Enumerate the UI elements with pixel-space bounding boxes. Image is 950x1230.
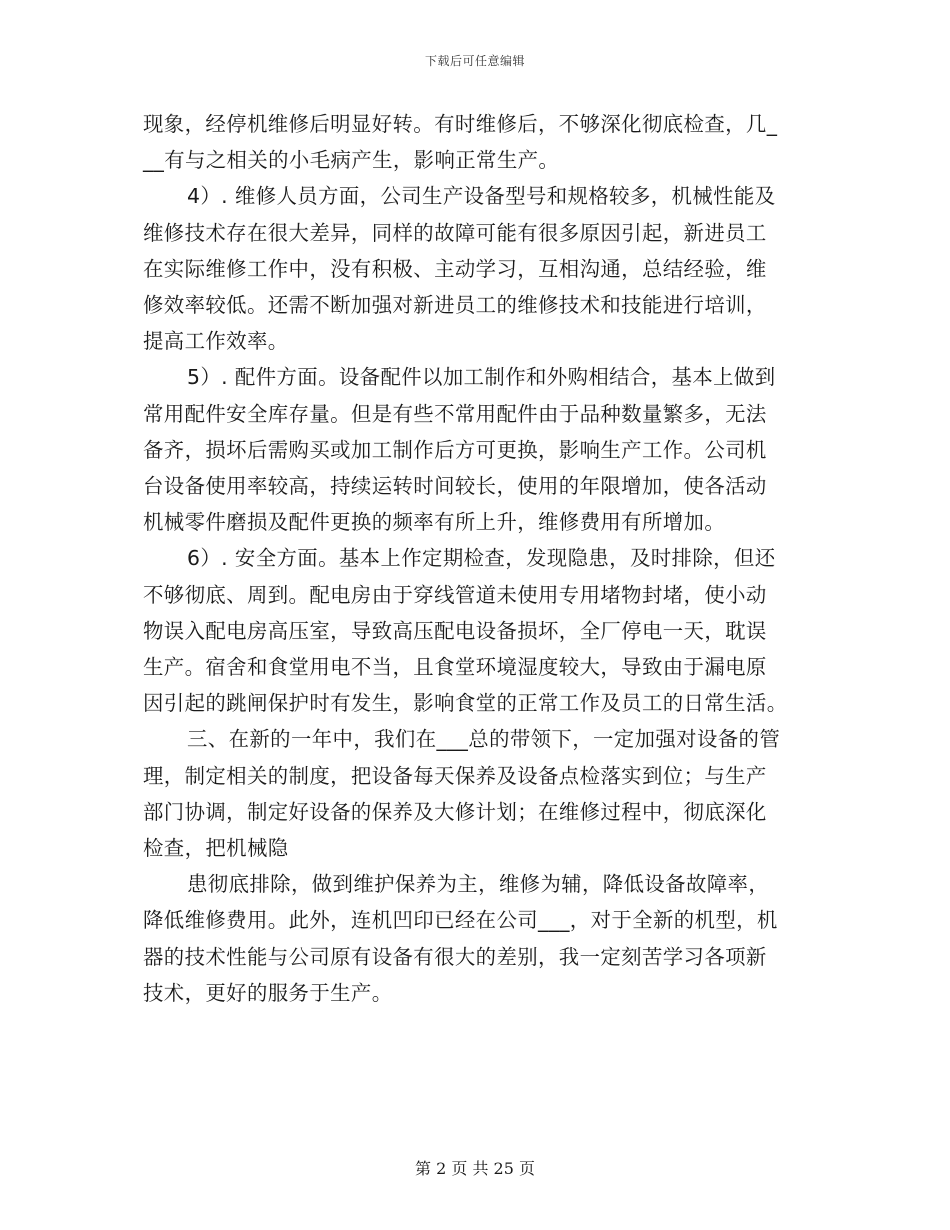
- paragraph: [143, 866, 811, 1011]
- text-line: 5）. 配件方面。设备配件以加工制作和外购相结合，基本上做到: [187, 365, 776, 390]
- text-line: 提高工作效率。: [143, 329, 289, 354]
- paragraph: [143, 540, 811, 721]
- page-number-footer: 第 2 页 共 25 页: [415, 1159, 535, 1178]
- text-line: 部门协调，制定好设备的保养及大修计划；在维修过程中，彻底深化: [143, 799, 767, 824]
- text-line: 常用配件安全库存量。但是有些不常用配件由于品种数量繁多，无法: [143, 401, 767, 426]
- paragraph: [143, 106, 811, 178]
- text-line: 台设备使用率较高，持续运转时间较长，使用的年限增加，使各活动: [143, 474, 767, 499]
- text-line: 降低维修费用。此外，连机凹印已经在公司___，对于全新的机型，机: [143, 908, 778, 933]
- text-line: 机械零件磨损及配件更换的频率有所上升，维修费用有所增加。: [143, 510, 726, 535]
- text-line: 在实际维修工作中，没有积极、主动学习，互相沟通，总结经验，维: [143, 256, 767, 281]
- text-line: 器的技术性能与公司原有设备有很大的差别，我一定刻苦学习各项新: [143, 944, 767, 969]
- text-line: __有与之相关的小毛病产生，影响正常生产。: [143, 148, 560, 173]
- text-line: 三、在新的一年中，我们在___总的带领下，一定加强对设备的管: [187, 727, 781, 752]
- text-line: 因引起的跳闸保护时有发生，影响食堂的正常工作及员工的日常生活。: [143, 691, 788, 716]
- paragraph: [143, 721, 811, 866]
- text-line: 患彻底排除，做到维护保养为主，维修为辅，降低设备故障率，: [187, 872, 770, 897]
- paragraph: [143, 178, 811, 359]
- text-line: 备齐，损坏后需购买或加工制作后方可更换，影响生产工作。公司机: [143, 437, 767, 462]
- text-line: 4）. 维修人员方面，公司生产设备型号和规格较多，机械性能及: [187, 184, 776, 209]
- text-line: 生产。宿舍和食堂用电不当，且食堂环境湿度较大，导致由于漏电原: [143, 655, 767, 680]
- text-line: 修效率较低。还需不断加强对新进员工的维修技术和技能进行培训，: [143, 293, 767, 318]
- page-header: 下载后可任意编辑: [424, 54, 525, 68]
- text-line: 不够彻底、周到。配电房由于穿线管道未使用专用堵物封堵，使小动: [143, 582, 767, 607]
- text-line: 6）. 安全方面。基本上作定期检查，发现隐患，及时排除，但还: [187, 546, 776, 571]
- document-body: [143, 106, 811, 1011]
- text-line: 技术，更好的服务于生产。: [143, 980, 393, 1005]
- text-line: 维修技术存在很大差异，同样的故障可能有很多原因引起，新进员工: [143, 220, 767, 245]
- text-line: 检查，把机械隐: [143, 836, 289, 861]
- text-line: 物误入配电房高压室，导致高压配电设备损坏，全厂停电一天，耽误: [143, 618, 767, 643]
- text-line: 理，制定相关的制度，把设备每天保养及设备点检落实到位；与生产: [143, 763, 767, 788]
- text-line: 现象，经停机维修后明显好转。有时维修后，不够深化彻底检查，几_: [143, 112, 778, 136]
- paragraph: [143, 359, 811, 540]
